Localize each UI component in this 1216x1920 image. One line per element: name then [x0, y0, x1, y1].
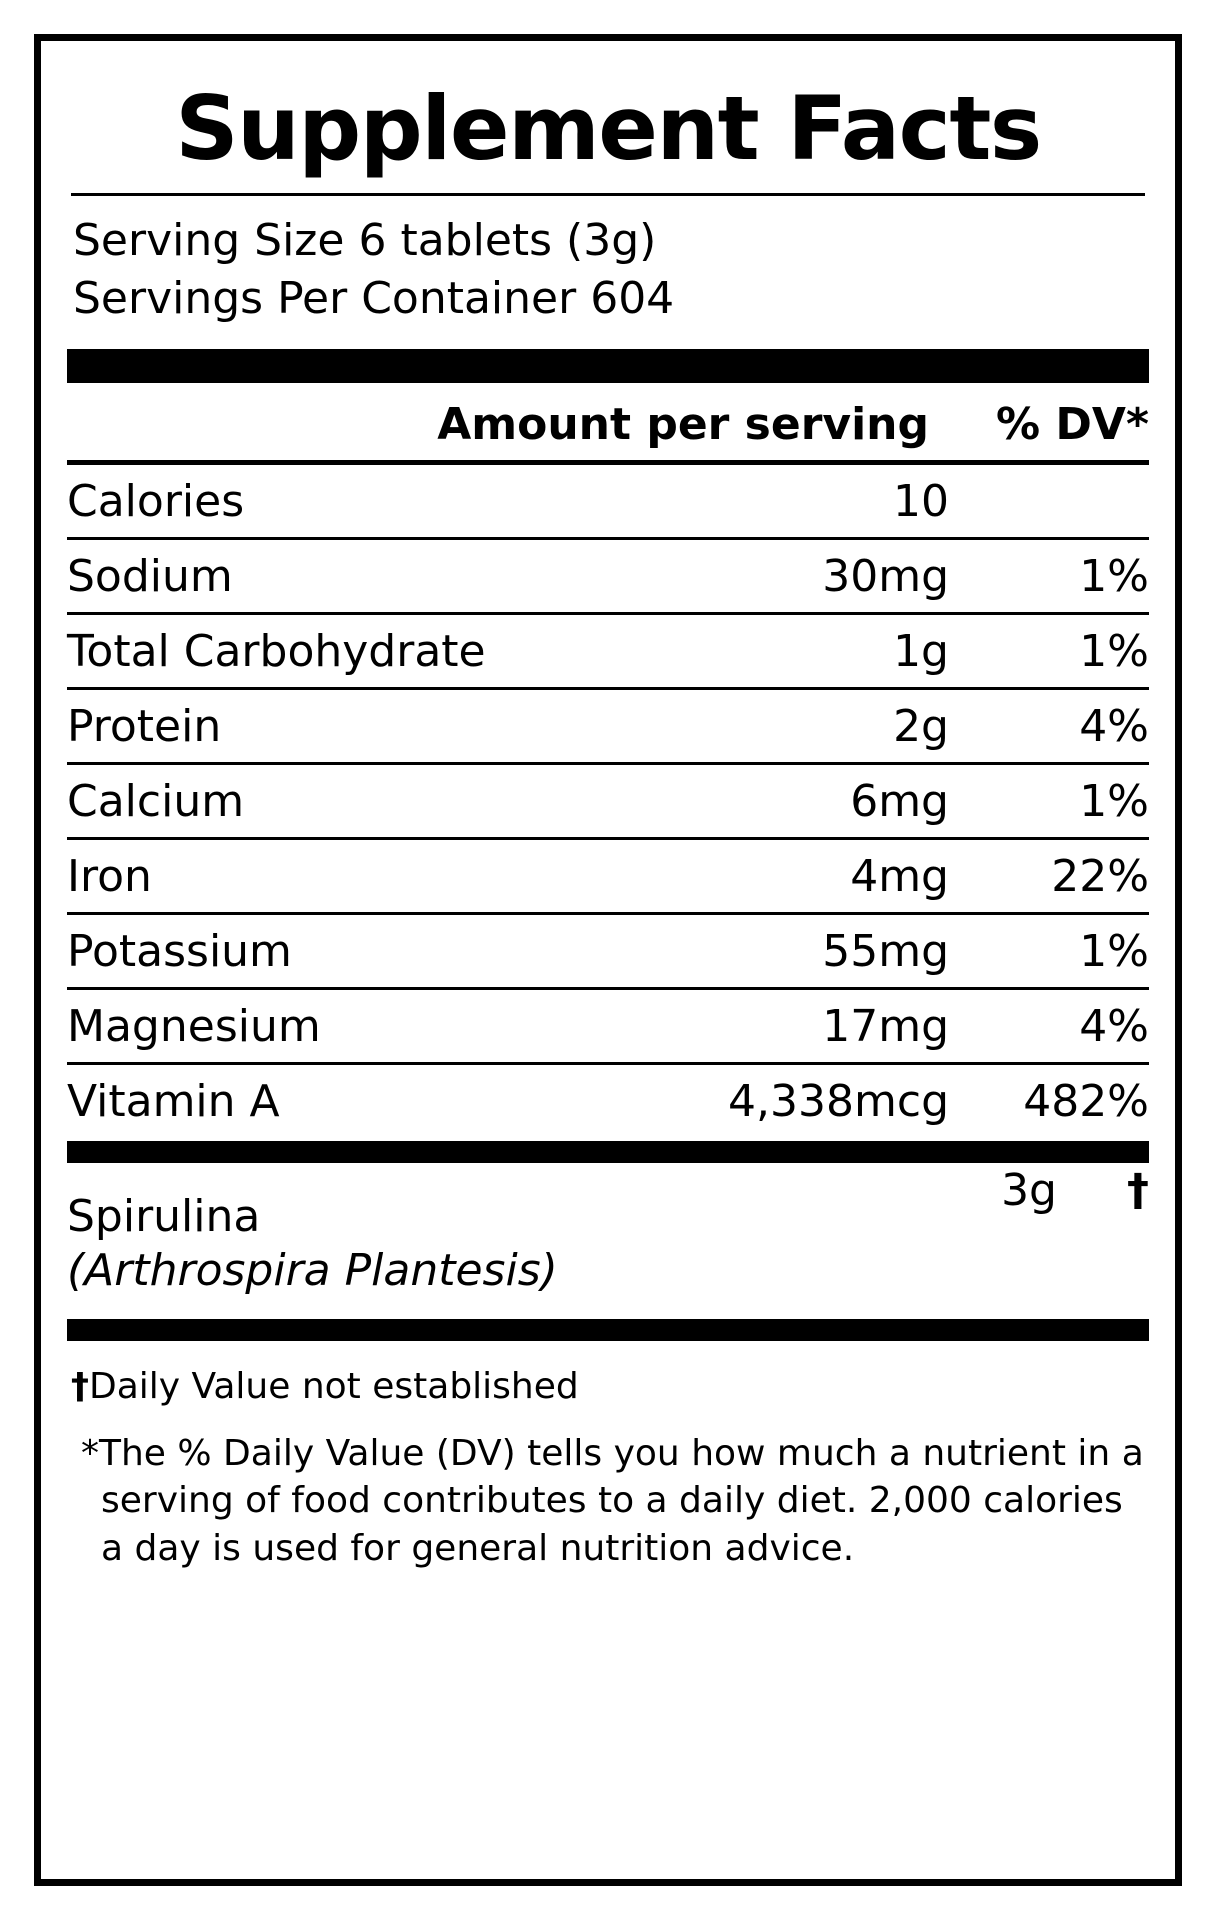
nutrient-dv: 1%	[949, 538, 1149, 613]
nutrient-dv: 22%	[949, 838, 1149, 913]
table-header	[67, 399, 1149, 450]
supplement-facts-inner	[63, 55, 1153, 1865]
percent-dv-header: % DV*	[996, 398, 1149, 450]
table-row	[67, 538, 1149, 613]
table-row	[67, 988, 1149, 1063]
nutrient-amount: 55mg	[644, 913, 949, 988]
ingredient-row	[67, 1163, 1149, 1313]
nutrient-amount: 30mg	[644, 538, 949, 613]
nutrient-dv: 1%	[949, 913, 1149, 988]
nutrient-dv: 4%	[949, 688, 1149, 763]
amount-per-serving-header: Amount per serving	[437, 398, 929, 450]
thick-divider-bottom	[67, 1319, 1149, 1341]
nutrient-amount: 2g	[644, 688, 949, 763]
nutrient-amount: 4mg	[644, 838, 949, 913]
table-row	[67, 763, 1149, 838]
nutrient-dv	[949, 465, 1149, 539]
table-row	[67, 613, 1149, 688]
supplement-facts-panel	[34, 34, 1182, 1886]
ingredient-name: Spirulina	[67, 1190, 261, 1242]
ingredient-dv-dagger: †	[1127, 1164, 1149, 1216]
nutrient-dv: 1%	[949, 613, 1149, 688]
nutrient-amount: 1g	[644, 613, 949, 688]
nutrient-name: Iron	[67, 838, 644, 913]
table-row	[67, 913, 1149, 988]
nutrition-table	[67, 465, 1149, 1137]
nutrient-name: Potassium	[67, 913, 644, 988]
nutrient-name: Protein	[67, 688, 644, 763]
nutrient-name: Magnesium	[67, 988, 644, 1063]
nutrient-amount: 17mg	[644, 988, 949, 1063]
nutrient-amount: 10	[644, 465, 949, 539]
nutrient-amount: 4,338mcg	[728, 1075, 949, 1127]
serving-info	[73, 212, 1153, 326]
title-divider	[71, 193, 1145, 196]
nutrient-amount: 6mg	[644, 763, 949, 838]
dagger-symbol: †	[71, 1365, 89, 1407]
table-row	[67, 465, 1149, 539]
nutrient-name: Calories	[67, 465, 644, 539]
thick-divider-top	[67, 349, 1149, 383]
table-row	[67, 838, 1149, 913]
nutrient-dv: 482%	[1023, 1075, 1149, 1127]
page-title: Supplement Facts	[175, 77, 1041, 180]
dagger-text: Daily Value not established	[89, 1365, 579, 1407]
nutrient-name: Calcium	[67, 763, 644, 838]
table-row	[67, 1063, 1149, 1137]
serving-size: Serving Size 6 tablets (3g)	[73, 215, 657, 267]
nutrient-name: Total Carbohydrate	[67, 613, 644, 688]
thick-divider-middle	[67, 1141, 1149, 1163]
footnote-daily-value: *The % Daily Value (DV) tells you how much a nutrient in a serving of food contributes to a daily diet. 2,000 calories a day is used for general nutrition advice.	[81, 1432, 1144, 1569]
nutrient-dv: 4%	[949, 988, 1149, 1063]
ingredient-amount: 3g	[1001, 1164, 1057, 1216]
table-row	[67, 688, 1149, 763]
nutrient-name: Vitamin A	[67, 1075, 280, 1127]
nutrient-name: Sodium	[67, 538, 644, 613]
servings-per-container: Servings Per Container 604	[73, 272, 675, 324]
nutrient-dv: 1%	[949, 763, 1149, 838]
footnote-dagger	[71, 1365, 1149, 1408]
ingredient-latin-name: (Arthrospira Plantesis)	[67, 1244, 558, 1296]
